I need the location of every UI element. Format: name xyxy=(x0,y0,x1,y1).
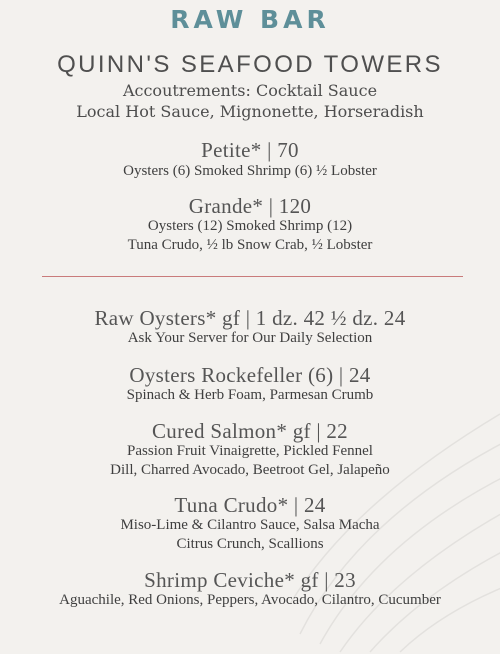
item-title-grande: Grande* | 120 xyxy=(188,194,312,218)
item-desc-cured-salmon-1: Passion Fruit Vinaigrette, Pickled Fennel xyxy=(127,443,373,459)
item-desc-grande-2: Tuna Crudo, ½ lb Snow Crab, ½ Lobster xyxy=(127,237,373,253)
towers-title: QUINN'S SEAFOOD TOWERS xyxy=(57,51,443,78)
item-desc-petite: Oysters (6) Smoked Shrimp (6) ½ Lobster xyxy=(123,163,377,179)
item-desc-oysters-rockefeller: Spinach & Herb Foam, Parmesan Crumb xyxy=(126,387,374,403)
accoutrements-line-2: Local Hot Sauce, Mignonette, Horseradish xyxy=(76,102,424,121)
item-title-tuna-crudo: Tuna Crudo* | 24 xyxy=(174,493,326,517)
accoutrements-line-1: Accoutrements: Cocktail Sauce xyxy=(122,81,378,100)
item-desc-grande-1: Oysters (12) Smoked Shrimp (12) xyxy=(147,218,353,234)
item-desc-raw-oysters: Ask Your Server for Our Daily Selection xyxy=(127,330,373,346)
item-desc-tuna-crudo-1: Miso-Lime & Cilantro Sauce, Salsa Macha xyxy=(120,517,380,533)
item-desc-tuna-crudo-2: Citrus Crunch, Scallions xyxy=(176,536,324,552)
section-title: RAW BAR xyxy=(170,5,330,34)
item-desc-cured-salmon-2: Dill, Charred Avocado, Beetroot Gel, Jalapeño xyxy=(110,462,390,478)
item-title-raw-oysters: Raw Oysters* gf | 1 dz. 42 ½ dz. 24 xyxy=(94,306,406,330)
section-divider xyxy=(42,276,463,277)
item-title-shrimp-ceviche: Shrimp Ceviche* gf | 23 xyxy=(144,568,356,592)
item-title-oysters-rockefeller: Oysters Rockefeller (6) | 24 xyxy=(129,363,371,387)
item-desc-shrimp-ceviche: Aguachile, Red Onions, Peppers, Avocado, Cilantro, Cucumber xyxy=(59,592,441,608)
item-title-petite: Petite* | 70 xyxy=(201,138,299,162)
item-title-cured-salmon: Cured Salmon* gf | 22 xyxy=(152,419,348,443)
